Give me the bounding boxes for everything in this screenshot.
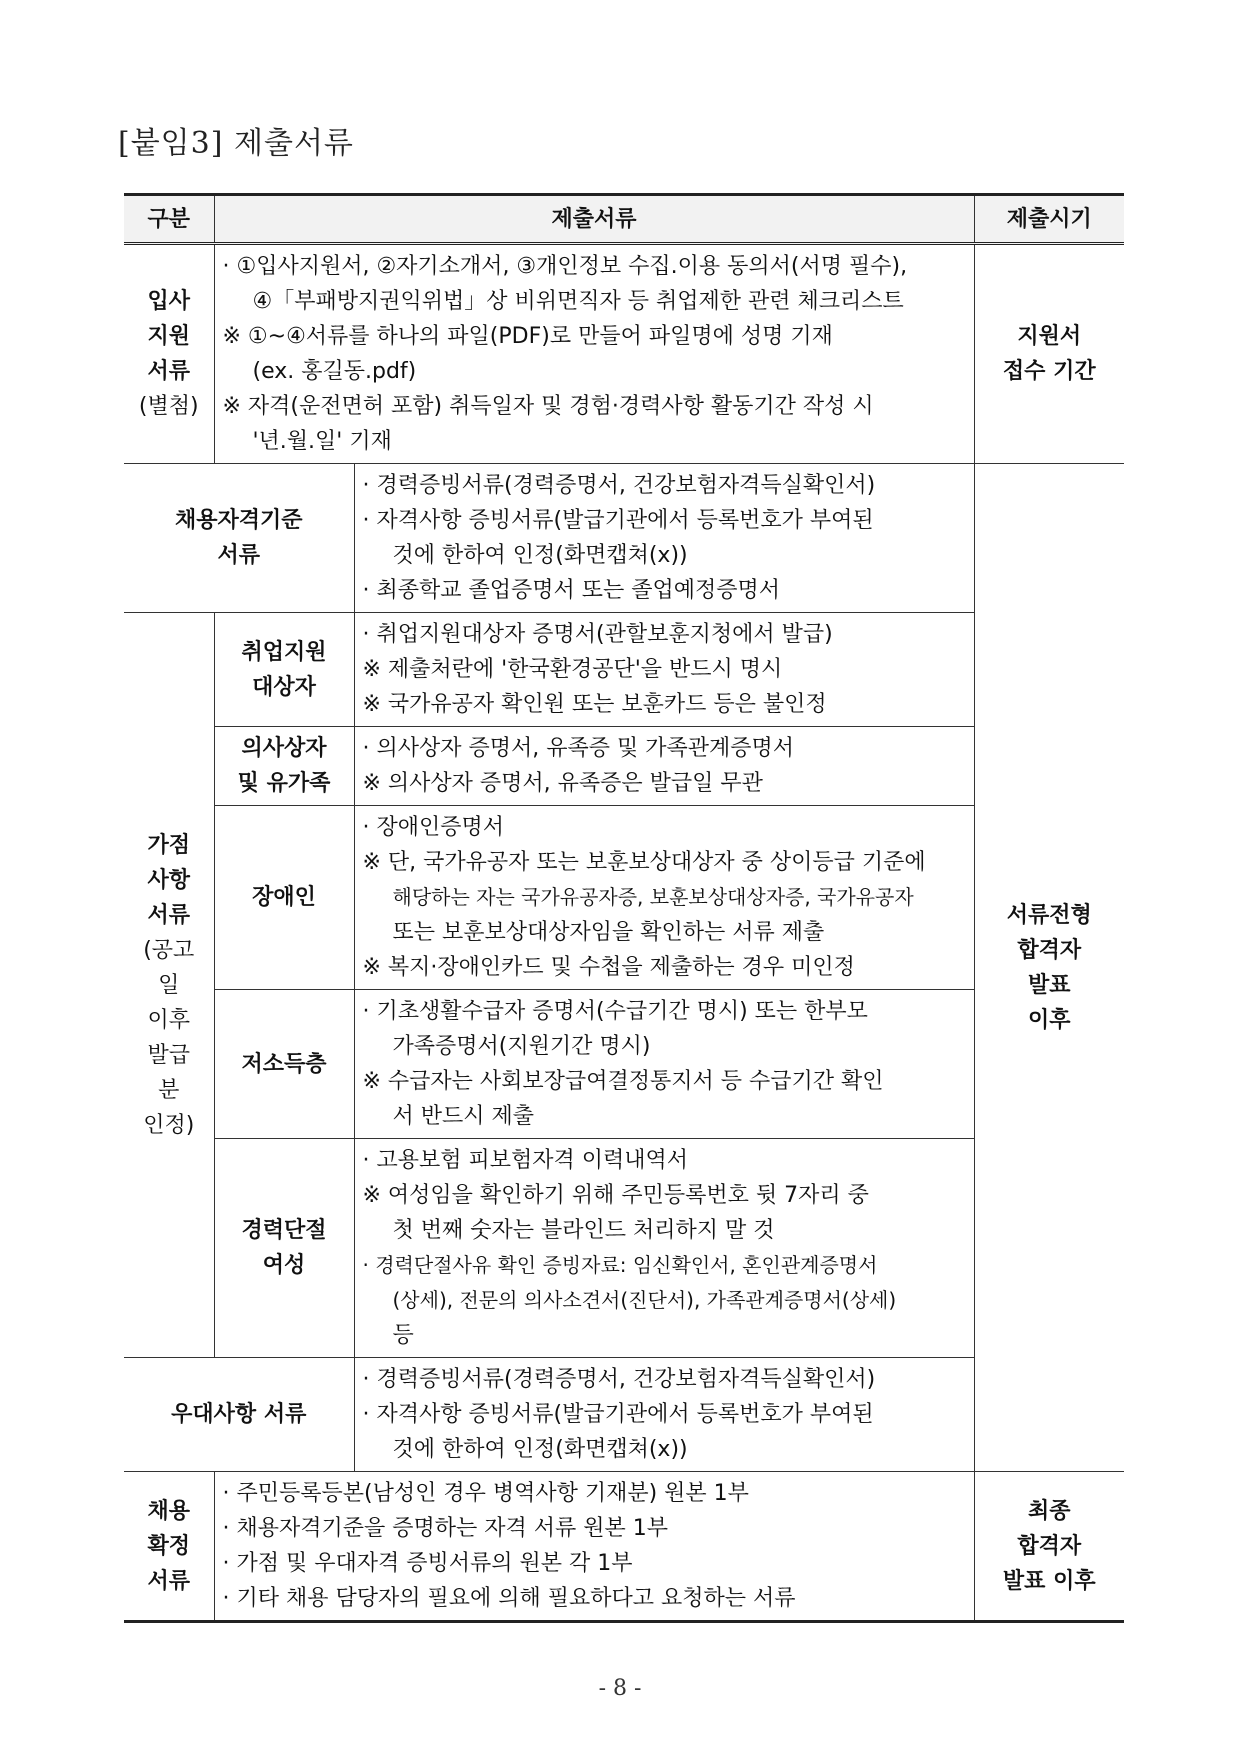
subcategory-line: 대상자 [252,674,316,700]
final-row [124,1472,1124,1622]
bonus-documents [354,1139,974,1358]
note-line: (ex. 홍길동.pdf) [252,359,417,384]
timing-line: 합격자 [1017,1533,1082,1559]
subcategory-line: 및 유가족 [237,771,331,796]
page-number: - 8 - [598,1676,642,1701]
bonus-subcategory [214,990,354,1139]
document-line: 등 [392,1323,414,1348]
bonus-subcategory [214,727,354,806]
bonus-row-career-break [124,1139,1124,1358]
page-title: [붙임3] 제출서류 [118,126,354,161]
documents-table [124,193,1124,1623]
note-line: 서 반드시 제출 [392,1104,534,1129]
note-line: ※ ①~④서류를 하나의 파일(PDF)로 만들어 파일명에 성명 기재 [222,324,833,349]
category-note: 인정) [143,1112,195,1138]
timing-line: 발표 [1028,972,1071,998]
bonus-documents [354,806,974,990]
subcategory-line: 여성 [262,1253,306,1278]
document-line: ④「부패방지권익위법」상 비위면직자 등 취업제한 관련 체크리스트 [252,289,904,314]
document-line: · 채용자격기준을 증명하는 자격 서류 원본 1부 [222,1516,668,1541]
category-line: 서류 [217,543,260,568]
subcategory-line: 장애인 [252,885,316,910]
final-timing [974,1472,1124,1622]
category-note: (별첨) [138,394,199,419]
category-note: 일 [158,972,180,998]
document-line: · ①입사지원서, ②자기소개서, ③개인정보 수집.이용 동의서(서명 필수), [222,254,908,279]
note-line: 해당하는 자는 국가유공자증, 보훈보상대상자증, 국가유공자 [392,885,914,909]
category-note: 이후 [147,1007,190,1033]
category-note: (공고 [143,937,195,963]
note-line: ※ 의사상자 증명서, 유족증은 발급일 무관 [362,771,763,796]
document-line: · 의사상자 증명서, 유족증 및 가족관계증명서 [362,736,794,761]
header-category: 구분 [124,195,214,244]
document-line: · 가점 및 우대자격 증빙서류의 원본 각 1부 [222,1551,633,1576]
note-line: 또는 보훈보상대상자임을 확인하는 서류 제출 [392,920,825,945]
category-line: 입사 [147,289,190,314]
category-line: 사항 [147,867,190,893]
document-line: · 장애인증명서 [362,815,504,840]
bonus-category [124,613,214,1358]
qualification-category [124,464,354,613]
document-line: · 경력증빙서류(경력증명서, 건강보험자격득실확인서) [362,1367,876,1392]
bonus-documents [354,727,974,806]
note-line: ※ 자격(운전면허 포함) 취득일자 및 경험·경력사항 활동기간 작성 시 [222,394,874,419]
note-line: ※ 국가유공자 확인원 또는 보훈카드 등은 불인정 [362,692,827,717]
category-line: 서류 [147,902,190,928]
subcategory-line: 의사상자 [241,736,327,761]
final-category [124,1472,214,1622]
document-line: · 고용보험 피보험자격 이력내역서 [362,1148,689,1173]
qualification-row [124,464,1124,613]
category-note: 발급 [147,1042,190,1068]
document-line: · 최종학교 졸업증명서 또는 졸업예정증명서 [362,578,781,603]
timing-line: 접수 기간 [1002,359,1096,384]
note-line: ※ 제출처란에 '한국환경공단'을 반드시 명시 [362,657,783,682]
preferential-documents [354,1358,974,1472]
subcategory-line: 경력단절 [241,1218,327,1243]
timing-line: 최종 [1028,1498,1071,1524]
timing-line: 서류전형 [1006,902,1092,928]
category-line: 채용자격기준 [174,508,303,533]
note-line: 첫 번째 숫자는 블라인드 처리하지 말 것 [392,1218,775,1243]
subcategory-line: 저소득층 [241,1051,327,1077]
bonus-subcategory [214,806,354,990]
timing-line: 지원서 [1017,324,1082,349]
qualification-documents [354,464,974,613]
document-line: · 기초생활수급자 증명서(수급기간 명시) 또는 한부모 [362,999,868,1024]
timing-line: 이후 [1028,1007,1071,1033]
bonus-timing [974,464,1124,1472]
application-documents [214,244,974,464]
document-line: · 경력단절사유 확인 증빙자료: 임신확인서, 혼인관계증명서 [362,1253,878,1277]
document-line: (상세), 전문의 의사소견서(진단서), 가족관계증명서(상세) [392,1288,897,1312]
bonus-row-veteran [124,613,1124,727]
preferential-row [124,1358,1124,1472]
category-line: 지원 [147,324,190,349]
document-line: · 기타 채용 담당자의 필요에 의해 필요하다고 요청하는 서류 [222,1586,796,1611]
document-line: · 자격사항 증빙서류(발급기관에서 등록번호가 부여된 [362,508,874,533]
bonus-subcategory [214,1139,354,1358]
document-line: 것에 한하여 인정(화면캡쳐(x)) [392,1437,688,1462]
final-documents [214,1472,974,1622]
header-timing: 제출시기 [974,195,1124,244]
document-line: · 주민등록등본(남성인 경우 병역사항 기재분) 원본 1부 [222,1481,749,1506]
bonus-subcategory [214,613,354,727]
bonus-documents [354,990,974,1139]
document-line: 것에 한하여 인정(화면캡쳐(x)) [392,543,688,568]
application-category [124,244,214,464]
document-line: · 취업지원대상자 증명서(관할보훈지청에서 발급) [362,622,833,647]
application-timing [974,244,1124,464]
subcategory-line: 취업지원 [241,639,327,665]
category-line: 확정 [147,1533,190,1559]
category-line: 서류 [147,359,190,384]
timing-line: 합격자 [1017,937,1082,963]
table-header-row [124,195,1124,244]
bonus-row-righteous [124,727,1124,806]
header-documents: 제출서류 [214,195,974,244]
document-line: · 자격사항 증빙서류(발급기관에서 등록번호가 부여된 [362,1402,874,1427]
category-line: 가점 [147,832,190,858]
note-line: ※ 여성임을 확인하기 위해 주민등록번호 뒷 7자리 중 [362,1183,869,1208]
note-line: '년.월.일' 기재 [252,429,392,454]
category-note: 분 [158,1077,180,1103]
timing-line: 발표 이후 [1002,1568,1096,1594]
bonus-row-disabled [124,806,1124,990]
category-line: 서류 [147,1568,190,1594]
bonus-documents [354,613,974,727]
note-line: ※ 단, 국가유공자 또는 보훈보상대상자 중 상이등급 기준에 [362,850,926,875]
document-line: 가족증명서(지원기간 명시) [392,1034,651,1059]
note-line: ※ 수급자는 사회보장급여결정통지서 등 수급기간 확인 [362,1069,884,1094]
category-line: 채용 [147,1498,190,1524]
note-line: ※ 복지·장애인카드 및 수첩을 제출하는 경우 미인정 [362,955,855,980]
bonus-row-low-income [124,990,1124,1139]
application-row [124,244,1124,464]
document-line: · 경력증빙서류(경력증명서, 건강보험자격득실확인서) [362,473,876,498]
preferential-category: 우대사항 서류 [124,1358,354,1472]
